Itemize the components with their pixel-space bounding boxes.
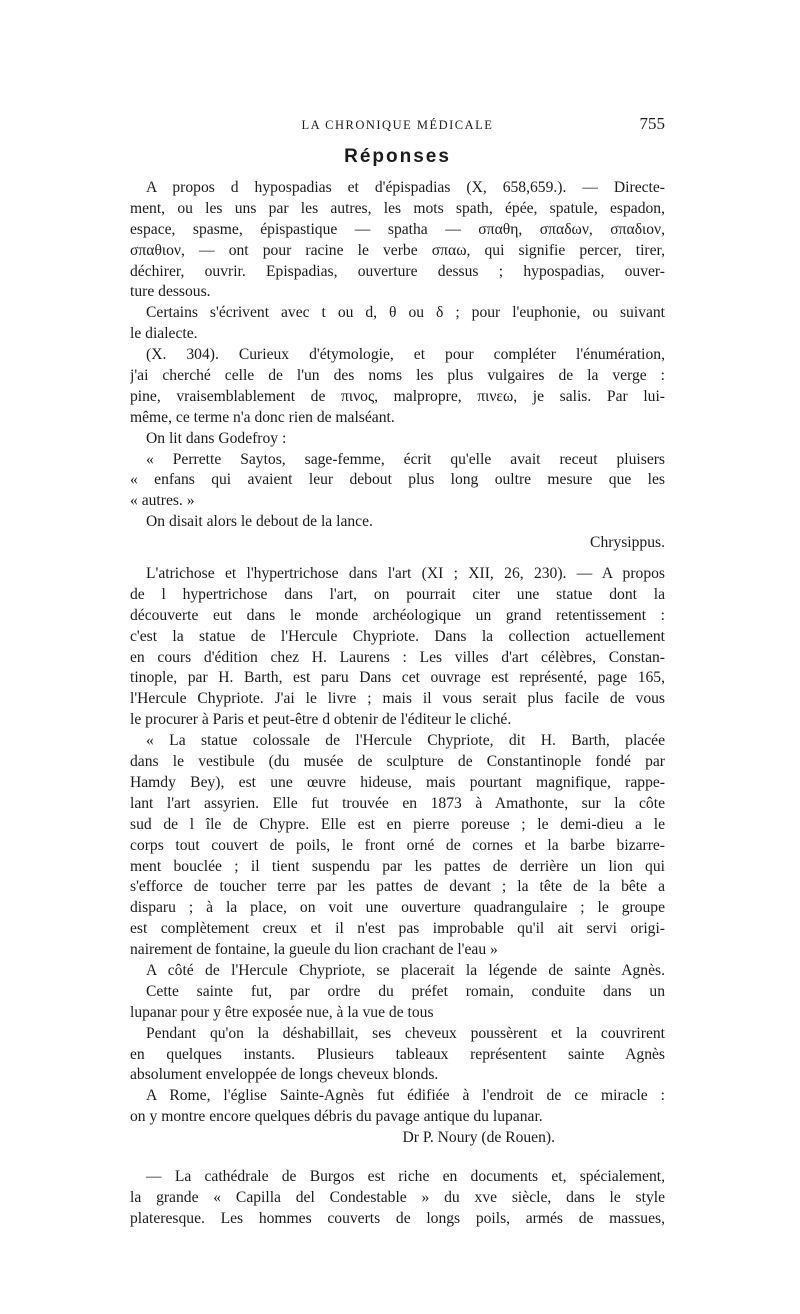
text-line: absolument enveloppée de longs cheveux blonds. [130,1066,439,1084]
section-title: Réponses [344,146,451,167]
text-line: A propos d hypospadias et d'épispadias (X, 658,659.). — Directe- [146,179,665,196]
text-line: l'Hercule Chypriote. J'ai le livre ; mais il vous serait plus facile de vous [130,690,665,708]
text-line: ment, ou les uns par les autres, les mots spath, épée, spatule, espadon, [130,199,665,217]
body-text [130,178,665,1230]
text-line: « enfans qui avaient leur debout plus long oultre mesure que les [130,471,665,489]
spacer [130,554,665,564]
page-number: 755 [639,114,665,133]
text-line: A Rome, l'église Sainte-Agnès fut édifiée à l'endroit de ce miracle : [146,1087,665,1105]
text-line: sud de l île de Chypre. Elle est en pierre poreuse ; le demi-dieu a le [130,815,665,833]
text-line: σπαθιον, — ont pour racine le verbe σπαω, qui signifie percer, tirer, [130,241,665,259]
text-line: en quelques instants. Plusieurs tableaux représentent sainte Agnès [130,1045,665,1063]
text-line: s'efforce de toucher terre par les pattes de devant ; la tête de la bête a [130,878,665,896]
signature-line: Chrysippus. [590,534,665,552]
text-line: Hamdy Bey), est une œuvre hideuse, mais pourtant magnifique, rappe- [130,773,665,791]
text-line: L'atrichose et l'hypertrichose dans l'art (XI ; XII, 26, 230). — A propos [146,565,665,583]
text-line: j'ai cherché celle de l'un des noms les plus vulgaires de la verge : [130,367,665,385]
text-line: en cours d'édition chez H. Laurens : Les villes d'art célèbres, Constan- [130,648,665,666]
text-line: On disait alors le debout de la lance. [146,513,373,531]
text-line: « La statue colossale de l'Hercule Chypriote, dit H. Barth, placée [146,732,665,750]
text-line: On lit dans Godefroy : [146,429,287,447]
text-line: Pendant qu'on la déshabillait, ses cheveux poussèrent et la couvrirent [146,1024,665,1042]
text-line: « autres. » [130,492,195,510]
text-line: A côté de l'Hercule Chypriote, se placerait la légende de sainte Agnès. [146,961,665,979]
text-line: ment bouclée ; il tient suspendu par les pattes de derrière un lion qui [130,857,665,875]
text-line: on y montre encore quelques débris du pavage antique du lupanar. [130,1108,543,1126]
text-line: espace, spasme, épispastique — spatha — σπαθη, σπαδων, σπαδιον, [130,220,665,238]
text-line: le procurer à Paris et peut-être d obtenir de l'éditeur le cliché. [130,711,512,729]
running-title: LA CHRONIQUE MÉDICALE [301,118,494,132]
text-line: Cette sainte fut, par ordre du préfet romain, conduite dans un [146,982,665,1000]
signature-line: Dr P. Noury (de Rouen). [402,1129,555,1147]
text-line: Certains s'écrivent avec t ou d, θ ou δ ; pour l'euphonie, ou suivant [146,304,665,322]
text-line: c'est la statue de l'Hercule Chypriote. Dans la collection actuellement [130,627,665,645]
text-line: nairement de fontaine, la gueule du lion crachant de l'eau » [130,941,498,959]
text-line: (X. 304). Curieux d'étymologie, et pour compléter l'énumération, [146,346,665,364]
text-line: découverte eut dans le monde archéologique un grand retentissement : [130,606,665,624]
text-line: pine, vraisemblablement de πινος, malpropre, πινεω, je salis. Par lui- [130,387,665,405]
text-line: tinople, par H. Barth, est paru Dans cet ouvrage est représenté, page 165, [130,669,665,687]
spacer [130,1149,665,1167]
text-line: corps tout couvert de poils, le front orné de cornes et la barbe bizarre- [130,836,665,854]
text-line: est complètement creux et il n'est pas improbable qu'il ait servi origi- [130,920,665,938]
text-line: la grande « Capilla del Condestable » du xve siècle, dans le style [130,1188,665,1206]
text-line: plateresque. Les hommes couverts de longs poils, armés de massues, [130,1209,665,1227]
text-line: dans le vestibule (du musée de sculpture de Constantinople fondé par [130,753,665,771]
text-line: lant l'art assyrien. Elle fut trouvée en 1873 à Amathonte, sur la côte [130,794,665,812]
text-line: même, ce terme n'a donc rien de malséant. [130,408,395,426]
text-line: ture dessous. [130,283,211,301]
running-head [130,114,665,136]
text-line: le dialecte. [130,325,198,343]
text-line: « Perrette Saytos, sage-femme, écrit qu'elle avait receut pluisers [146,450,665,468]
text-line: — La cathédrale de Burgos est riche en documents et, spécialement, [146,1167,665,1185]
text-line: déchirer, ouvrir. Epispadias, ouverture dessus ; hypospadias, ouver- [130,262,665,280]
text-line: de l hypertrichose dans l'art, on pourrait citer une statue dont la [130,585,665,603]
text-line: lupanar pour y être exposée nue, à la vue de tous [130,1003,434,1021]
text-line: disparu ; à la place, on voit une ouverture quadrangulaire ; le groupe [130,899,665,917]
